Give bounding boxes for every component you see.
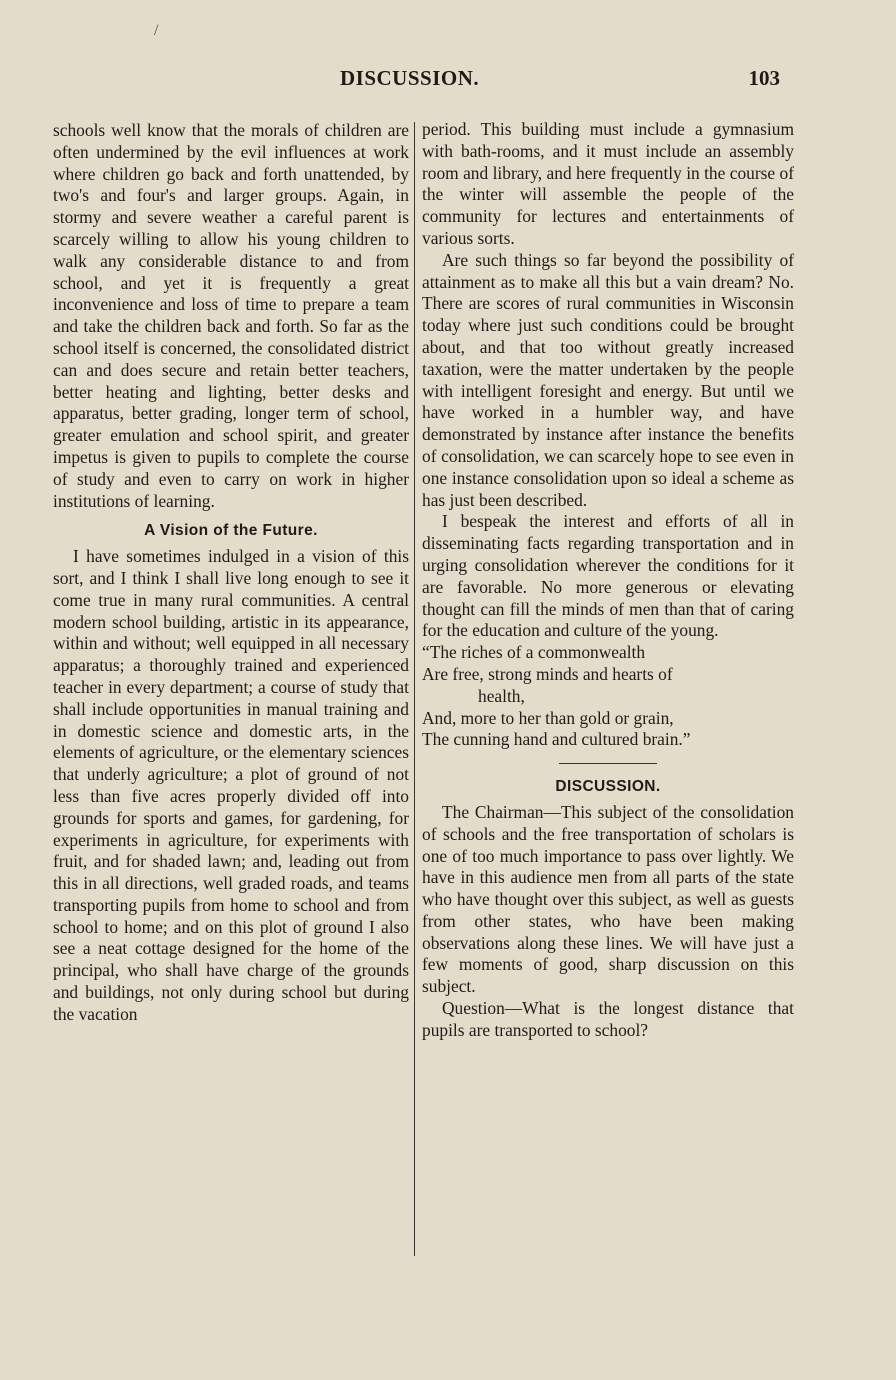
column-divider: [414, 122, 415, 1256]
poem-line: health,: [478, 685, 525, 706]
poem-quote: [422, 642, 794, 751]
paragraph: Are such things so far beyond the possibility of attainment as to make all this but a vain dream? No. There are scores of rural communities in Wisconsin today where just such conditions could be brought about, and that too without greatly increased taxation, were the matter undertaken by the people with intelligent foresight and energy. But until we have worked in a humbler way, and have demonstrated by instance after instance the benefits of consolidation, we can scarcely hope to see even in one instance consolidation upon so ideal a scheme as has just been described.: [422, 249, 794, 510]
paragraph: The Chairman—This subject of the consolidation of schools and the free transportation of scholars is one of too much importance to pass over lightly. We have in this audience men from all parts of the state who have thought over this subject, as well as guests from other states, who have been making observations along these lines. We will have just a few moments of good, sharp discussion on this subject.: [422, 801, 794, 997]
section-separator: [559, 763, 657, 764]
stray-mark: /: [154, 22, 159, 39]
left-column: [53, 120, 409, 1026]
right-column: [422, 119, 794, 1042]
page-number: 103: [748, 66, 780, 90]
paragraph: period. This building must include a gymnasium with bath-rooms, and it must include an assembly room and library, and here frequently in the course of the winter will assemble the people of the community for lectures and entertainments of various sorts.: [422, 119, 794, 248]
paragraph: I have sometimes indulged in a vision of this sort, and I think I shall live long enough to see it come true in many rural communities. A central modern school building, artistic in its appearance, within and without; well equipped in all necessary apparatus; a thoroughly trained and experienced teacher in every department; a course of study that shall include opportunities in manual training and in domestic science and domestic arts, in the elements of agriculture, or the elementary sciences that underly agriculture; a plot of ground of not less than five acres properly divided off into grounds for sports and games, for gardening, for experiments in agriculture, for experiments with fruit, and for shaded lawn; and, leading out from this in all directions, well graded roads, and teams transporting pupils from home to school and from school to home; and on this plot of ground I also see a neat cottage designed for the home of the principal, who shall have charge of the grounds and buildings, not only during school but during the vacation: [53, 546, 409, 1024]
running-header: [40, 66, 780, 98]
section-heading: DISCUSSION.: [555, 778, 661, 796]
paragraph: I bespeak the interest and efforts of all in disseminating facts regarding transportation and in urging consolidation wherever the conditions for it are favorable. No more generous or elevating thought can fill the minds of men than that of caring for the education and culture of the young.: [422, 511, 794, 641]
section-heading: A Vision of the Future.: [144, 522, 318, 540]
paragraph: schools well know that the morals of children are often undermined by the evil influences at work where children go back and forth unattended, by two's and four's and larger groups. Again, in stormy and severe weather a careful parent is scarcely willing to allow his young children to walk any considerable distance to and from school, and yet it is frequently a great inconvenience and loss of time to prepare a team and take the children back and forth. So far as the school itself is concerned, the consolidated district can and does secure and retain better teachers, better heating and lighting, better desks and apparatus, better grading, longer term of school, greater emulation and school spirit, and greater impetus is given to pupils to complete the course of study and even to carry on work in higher institutions of learning.: [53, 120, 409, 511]
poem-line: The cunning hand and cultured brain.”: [422, 729, 691, 750]
poem-line: And, more to her than gold or grain,: [422, 707, 674, 728]
paragraph: Question—What is the longest distance that pupils are transported to school?: [422, 998, 794, 1040]
poem-line: Are free, strong minds and hearts of: [422, 663, 673, 684]
header-title: DISCUSSION.: [340, 66, 480, 90]
poem-line: “The riches of a commonwealth: [422, 642, 646, 663]
